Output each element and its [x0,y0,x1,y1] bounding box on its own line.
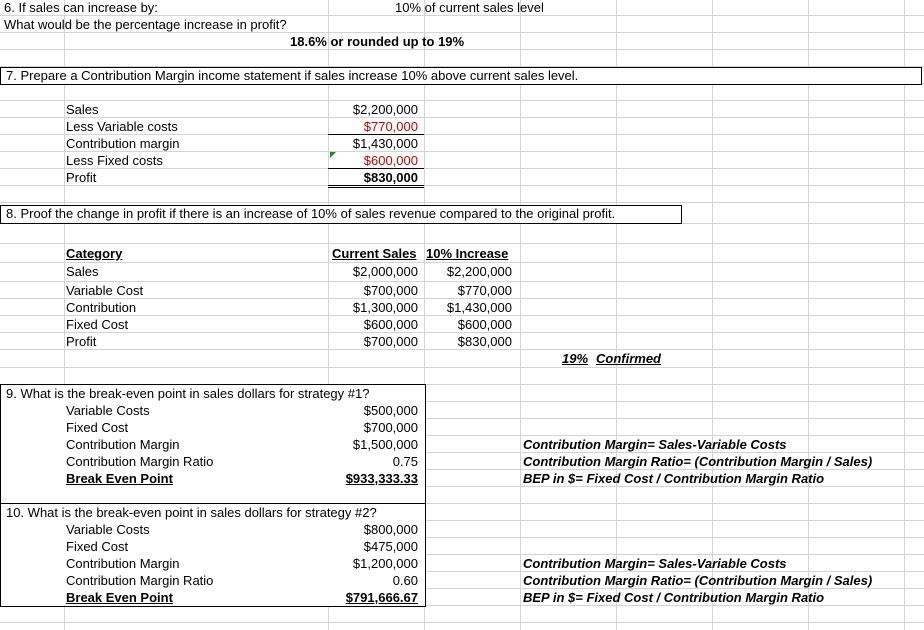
q10-heading: 10. What is the break-even point in sales dollars for strategy #2? [6,505,377,520]
q10-value: $475,000 [363,539,418,554]
q8-row-label: Contribution [66,300,137,315]
q7-label: Contribution margin [66,136,180,151]
q9-value: $1,500,000 [352,437,418,452]
q10-value: 0.60 [392,573,418,588]
q10-bep-value: $791,666.67 [345,590,418,605]
q9-heading: 9. What is the break-even point in sales dollars for strategy #1? [6,386,370,401]
q7-heading: 7. Prepare a Contribution Margin income statement if sales increase 10% above current sales level. [6,68,579,83]
q7-value-profit: $830,000 [363,170,418,185]
q8-confirm-pct: 19% [562,351,589,366]
q9-value: $700,000 [363,420,418,435]
q9-value: 0.75 [392,454,418,469]
q9-formula: Contribution Margin Ratio= (Contribution Margin / Sales) [523,454,873,469]
q8-row-current: $700,000 [363,283,418,298]
q8-row-label: Profit [66,334,97,349]
q10-formula: Contribution Margin Ratio= (Contribution Margin / Sales) [523,573,873,588]
q7-label: Less Variable costs [66,119,178,134]
q8-header-increase: 10% Increase [426,246,509,261]
q9-label: Contribution Margin Ratio [66,454,214,469]
q8-row-label: Variable Cost [66,283,144,298]
q7-value: $600,000 [363,153,418,168]
q6-line1: 6. If sales can increase by: [4,0,158,15]
q8-row-label: Sales [66,264,99,279]
q9-label: Variable Costs [66,403,150,418]
q8-row-label: Fixed Cost [66,317,129,332]
q7-label: Profit [66,170,97,185]
q7-label: Sales [66,102,99,117]
q8-row-increase: $600,000 [457,317,512,332]
q9-formula: Contribution Margin= Sales-Variable Costs [523,437,787,452]
q10-value: $1,200,000 [352,556,418,571]
q8-row-current: $600,000 [363,317,418,332]
q7-label: Less Fixed costs [66,153,163,168]
q9-bep-value: $933,333.33 [345,471,418,486]
q7-value: $2,200,000 [352,102,418,117]
q8-row-increase: $1,430,000 [446,300,512,315]
q9-formula: BEP in $= Fixed Cost / Contribution Margin Ratio [523,471,825,486]
q7-value: $1,430,000 [352,136,418,151]
q10-label: Fixed Cost [66,539,129,554]
q10-label: Variable Costs [66,522,150,537]
q6-answer: 18.6% or rounded up to 19% [290,34,465,49]
q8-row-increase: $830,000 [457,334,512,349]
q10-label: Contribution Margin Ratio [66,573,214,588]
q8-header-current: Current Sales [332,246,417,261]
q10-formula: BEP in $= Fixed Cost / Contribution Margin Ratio [523,590,825,605]
q10-formula: Contribution Margin= Sales-Variable Costs [523,556,787,571]
q8-header-category: Category [66,246,123,261]
q9-value: $500,000 [363,403,418,418]
q8-row-increase: $770,000 [457,283,512,298]
q6-line2: What would be the percentage increase in profit? [4,17,287,32]
q9-bep-label: Break Even Point [66,471,173,486]
q10-value: $800,000 [363,522,418,537]
q8-heading: 8. Proof the change in profit if there is an increase of 10% of sales revenue compared to the original profit. [6,206,616,221]
q9-label: Contribution Margin [66,437,180,452]
q10-label: Contribution Margin [66,556,180,571]
q6-line1-value: 10% of current sales level [395,0,544,15]
q10-bep-label: Break Even Point [66,590,173,605]
q9-label: Fixed Cost [66,420,129,435]
q8-confirm-word: Confirmed [596,351,661,366]
q8-row-increase: $2,200,000 [446,264,512,279]
q8-row-current: $1,300,000 [352,300,418,315]
q7-value: $770,000 [363,119,418,134]
q8-row-current: $700,000 [363,334,418,349]
q8-row-current: $2,000,000 [352,264,418,279]
